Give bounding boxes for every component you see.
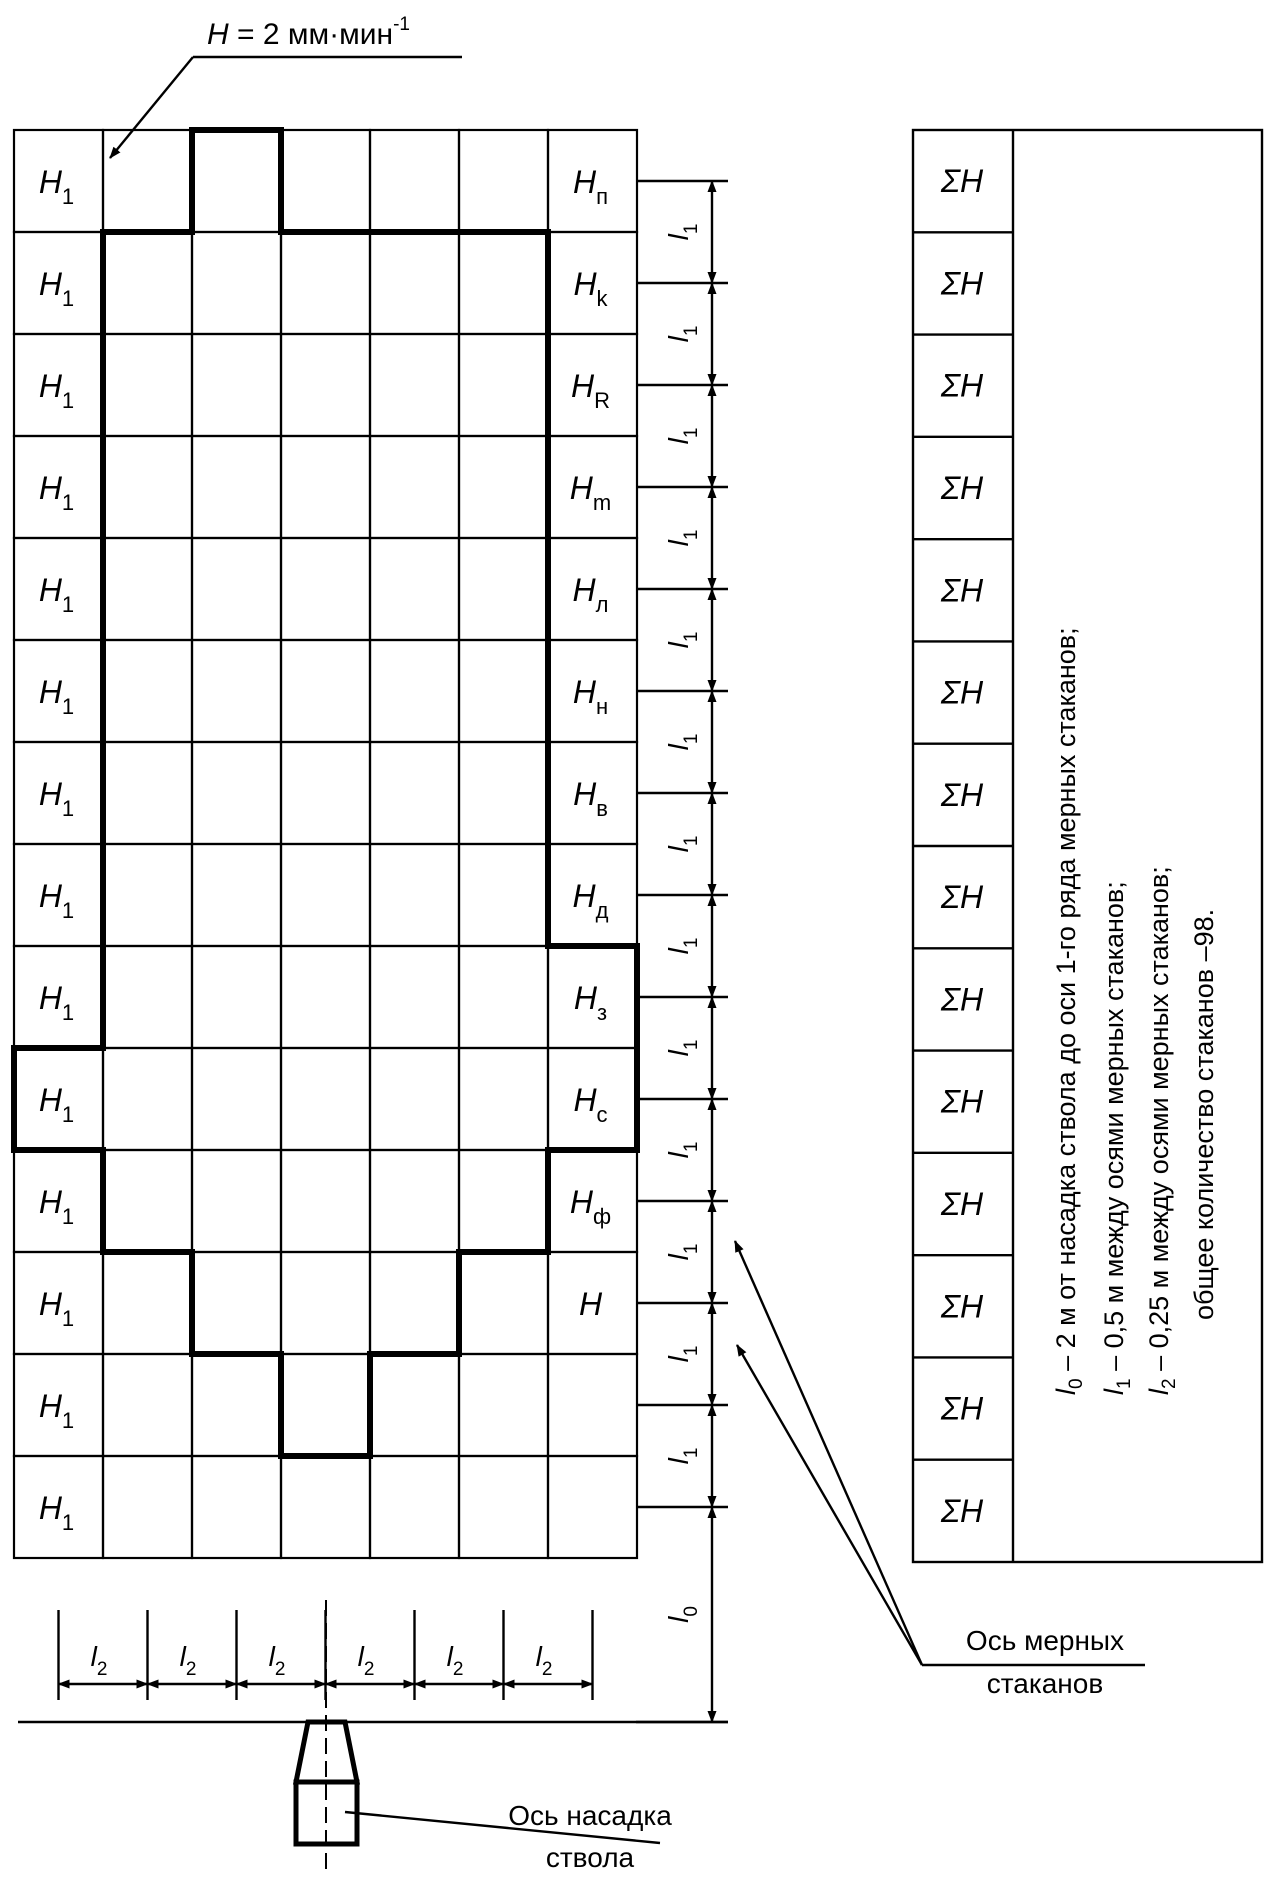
sum-cell-label: ΣH: [940, 367, 984, 404]
grid-cell: [370, 334, 459, 436]
grid-cell: [192, 130, 281, 232]
right-cell-label: $H_з$: [573, 980, 608, 1025]
grid-cell: [103, 538, 192, 640]
grid-cell: [192, 1456, 281, 1558]
cup-grid: [14, 130, 637, 1558]
grid-cell: [370, 538, 459, 640]
grid-cell: [103, 946, 192, 1048]
grid-cell: [370, 130, 459, 232]
l2-dimension-label: $l_2$: [90, 1641, 108, 1680]
grid-cell: [548, 1456, 637, 1558]
sum-cell-label: ΣH: [940, 163, 984, 200]
grid-cell: [370, 640, 459, 742]
grid-cell: [281, 844, 370, 946]
l2-dimension-label: $l_2$: [179, 1641, 197, 1680]
grid-cell: [103, 130, 192, 232]
cup-grid-labels: [39, 164, 611, 1535]
left-cell-label: $H_1$: [38, 1286, 75, 1331]
grid-cell: [192, 946, 281, 1048]
grid-cell: [281, 538, 370, 640]
left-cell-label: $H_1$: [38, 674, 75, 719]
sum-cell-label: ΣH: [940, 1186, 984, 1222]
nozzle-axis-label-line1: Ось насадка: [508, 1800, 672, 1831]
intensity-label: [110, 14, 462, 158]
grid-cell: [459, 130, 548, 232]
left-cell-label: $H_1$: [38, 776, 75, 821]
nozzle-axis-label-line2: ствола: [545, 1842, 635, 1873]
l1-dimension-label: $l_1$: [663, 937, 702, 955]
grid-cell: [192, 538, 281, 640]
grid-cell: [281, 1252, 370, 1354]
sum-cell-label: ΣH: [940, 572, 984, 609]
sum-cell-label: ΣH: [940, 1083, 984, 1120]
grid-cell: [459, 742, 548, 844]
svg-text:l1 – 0,5 м между осями мерных: $l_1 - 0,5$ м между осями мерных стаканов;: [1099, 881, 1135, 1395]
grid-cell: [103, 436, 192, 538]
grid-cell: [103, 1048, 192, 1150]
l2-dimension-label: $l_2$: [535, 1641, 553, 1680]
nozzle-axis-callout: [345, 1800, 672, 1873]
cups-axis-label-line1: Ось мерных: [965, 1625, 1125, 1656]
sum-cell-label: ΣH: [940, 1492, 984, 1529]
sum-cell-label: ΣH: [940, 981, 984, 1018]
grid-cell: [103, 1354, 192, 1456]
grid-cell: [370, 844, 459, 946]
l1-dimension-label: $l_1$: [663, 631, 702, 649]
grid-cell: [281, 1456, 370, 1558]
grid-cell: [281, 232, 370, 334]
grid-cell: [370, 742, 459, 844]
sum-cell-label: ΣH: [940, 470, 984, 506]
grid-cell: [459, 232, 548, 334]
right-cell-label: $H_k$: [573, 266, 608, 311]
grid-cell: [281, 1048, 370, 1150]
legend-notes: [1051, 627, 1219, 1395]
grid-cell: [370, 232, 459, 334]
grid-cell: [459, 538, 548, 640]
svg-text:общее количество стаканов –98.: общее количество стаканов –98.: [1189, 908, 1219, 1320]
left-cell-label: $H_1$: [38, 980, 75, 1025]
grid-cell: [370, 946, 459, 1048]
l1-dimension-label: $l_1$: [663, 733, 702, 751]
grid-cell: [459, 1048, 548, 1150]
svg-text:H = 2 мм·мин-1: H = 2 мм·мин$^{-1}$: [207, 14, 410, 51]
l1-dimension-label: $l_1$: [663, 529, 702, 547]
grid-cell: [370, 1252, 459, 1354]
grid-cell: [281, 130, 370, 232]
grid-cell: [192, 844, 281, 946]
grid-cell: [281, 946, 370, 1048]
grid-cell: [370, 1150, 459, 1252]
svg-text:l2 – 0,25 м между осями мерных: $l_2 - 0,25$ м между осями мерных стаканов;: [1144, 866, 1180, 1395]
right-cell-label: $H_с$: [573, 1082, 608, 1127]
l1-dimension-label: $l_1$: [663, 835, 702, 853]
grid-cell: [548, 1354, 637, 1456]
sum-table: [913, 130, 1262, 1562]
grid-cell: [192, 640, 281, 742]
svg-text:l0 – 2 м от насадка ствола до: $l_0 - 2$ м от насадка ствола до оси 1-го ряда мерных стаканов;: [1051, 627, 1087, 1395]
grid-cell: [192, 232, 281, 334]
sum-cell-label: ΣH: [940, 674, 984, 711]
grid-cell: [281, 742, 370, 844]
grid-cell: [192, 436, 281, 538]
sum-cell-label: ΣH: [940, 1390, 984, 1427]
left-cell-label: $H_1$: [38, 572, 75, 617]
left-cell-label: $H_1$: [38, 1082, 75, 1127]
grid-cell: [281, 436, 370, 538]
grid-cell: [281, 334, 370, 436]
grid-cell: [103, 232, 192, 334]
grid-cell: [459, 640, 548, 742]
grid-cell: [103, 1252, 192, 1354]
l1-dimension-label: $l_1$: [663, 1345, 702, 1363]
grid-cell: [459, 436, 548, 538]
left-cell-label: $H_1$: [38, 164, 75, 209]
grid-cell: [192, 742, 281, 844]
l0-dimension-label: $l_0$: [663, 1606, 702, 1623]
l1-dimension-label: $l_1$: [663, 427, 702, 445]
grid-cell: [370, 1456, 459, 1558]
right-cell-label: $H_R$: [571, 368, 610, 413]
l1-dimension-label: $l_1$: [663, 1039, 702, 1057]
l1-dimension-label: $l_1$: [663, 325, 702, 343]
grid-cell: [370, 1048, 459, 1150]
grid-cell: [459, 1354, 548, 1456]
right-cell-label: H: [578, 1286, 603, 1322]
l1-dimension-label: $l_1$: [663, 1243, 702, 1261]
l2-dimension-label: $l_2$: [446, 1641, 464, 1680]
grid-cell: [192, 1354, 281, 1456]
grid-cell: [459, 1252, 548, 1354]
grid-cell: [192, 1150, 281, 1252]
right-cell-label: $H_ф$: [569, 1184, 612, 1229]
grid-cell: [459, 946, 548, 1048]
left-cell-label: $H_1$: [38, 266, 75, 311]
right-cell-label: $H_m$: [569, 470, 612, 515]
grid-cell: [103, 640, 192, 742]
grid-cell: [459, 844, 548, 946]
l1-dimension-label: $l_1$: [663, 223, 702, 241]
grid-cell: [281, 1150, 370, 1252]
sum-cell-label: ΣH: [940, 879, 984, 916]
grid-cell: [192, 1252, 281, 1354]
sum-cell-label: ΣH: [940, 1288, 984, 1325]
cups-axis-label-line2: стаканов: [986, 1668, 1104, 1699]
grid-cell: [459, 334, 548, 436]
grid-cell: [103, 334, 192, 436]
grid-cell: [459, 1150, 548, 1252]
right-cell-label: $H_н$: [572, 674, 609, 719]
right-cell-label: $H_в$: [573, 776, 608, 821]
grid-cell: [103, 742, 192, 844]
grid-cell: [103, 1456, 192, 1558]
left-cell-label: $H_1$: [38, 1184, 75, 1229]
grid-cell: [192, 1048, 281, 1150]
sum-cell-label: ΣH: [940, 265, 984, 302]
l1-dimension-chain: [636, 181, 728, 1722]
right-cell-label: $H_л$: [572, 572, 609, 617]
sum-cell-label: ΣH: [940, 776, 984, 813]
left-cell-label: $H_1$: [38, 1490, 75, 1535]
grid-cell: [281, 640, 370, 742]
grid-cell: [370, 1354, 459, 1456]
grid-cell: [370, 436, 459, 538]
left-cell-label: $H_1$: [38, 878, 75, 923]
l1-dimension-label: $l_1$: [663, 1447, 702, 1465]
right-cell-label: $H_п$: [572, 164, 609, 209]
grid-cell: [192, 334, 281, 436]
left-cell-label: $H_1$: [38, 470, 75, 515]
l2-dimension-label: $l_2$: [357, 1641, 375, 1680]
l2-dimension-label: $l_2$: [268, 1641, 286, 1680]
grid-cell: [281, 1354, 370, 1456]
grid-cell: [103, 844, 192, 946]
irrigation-boundary: [14, 130, 637, 1456]
left-cell-label: $H_1$: [38, 368, 75, 413]
grid-cell: [103, 1150, 192, 1252]
left-cell-label: $H_1$: [38, 1388, 75, 1433]
l1-dimension-label: $l_1$: [663, 1141, 702, 1159]
grid-cell: [459, 1456, 548, 1558]
right-cell-label: $H_д$: [572, 878, 609, 923]
